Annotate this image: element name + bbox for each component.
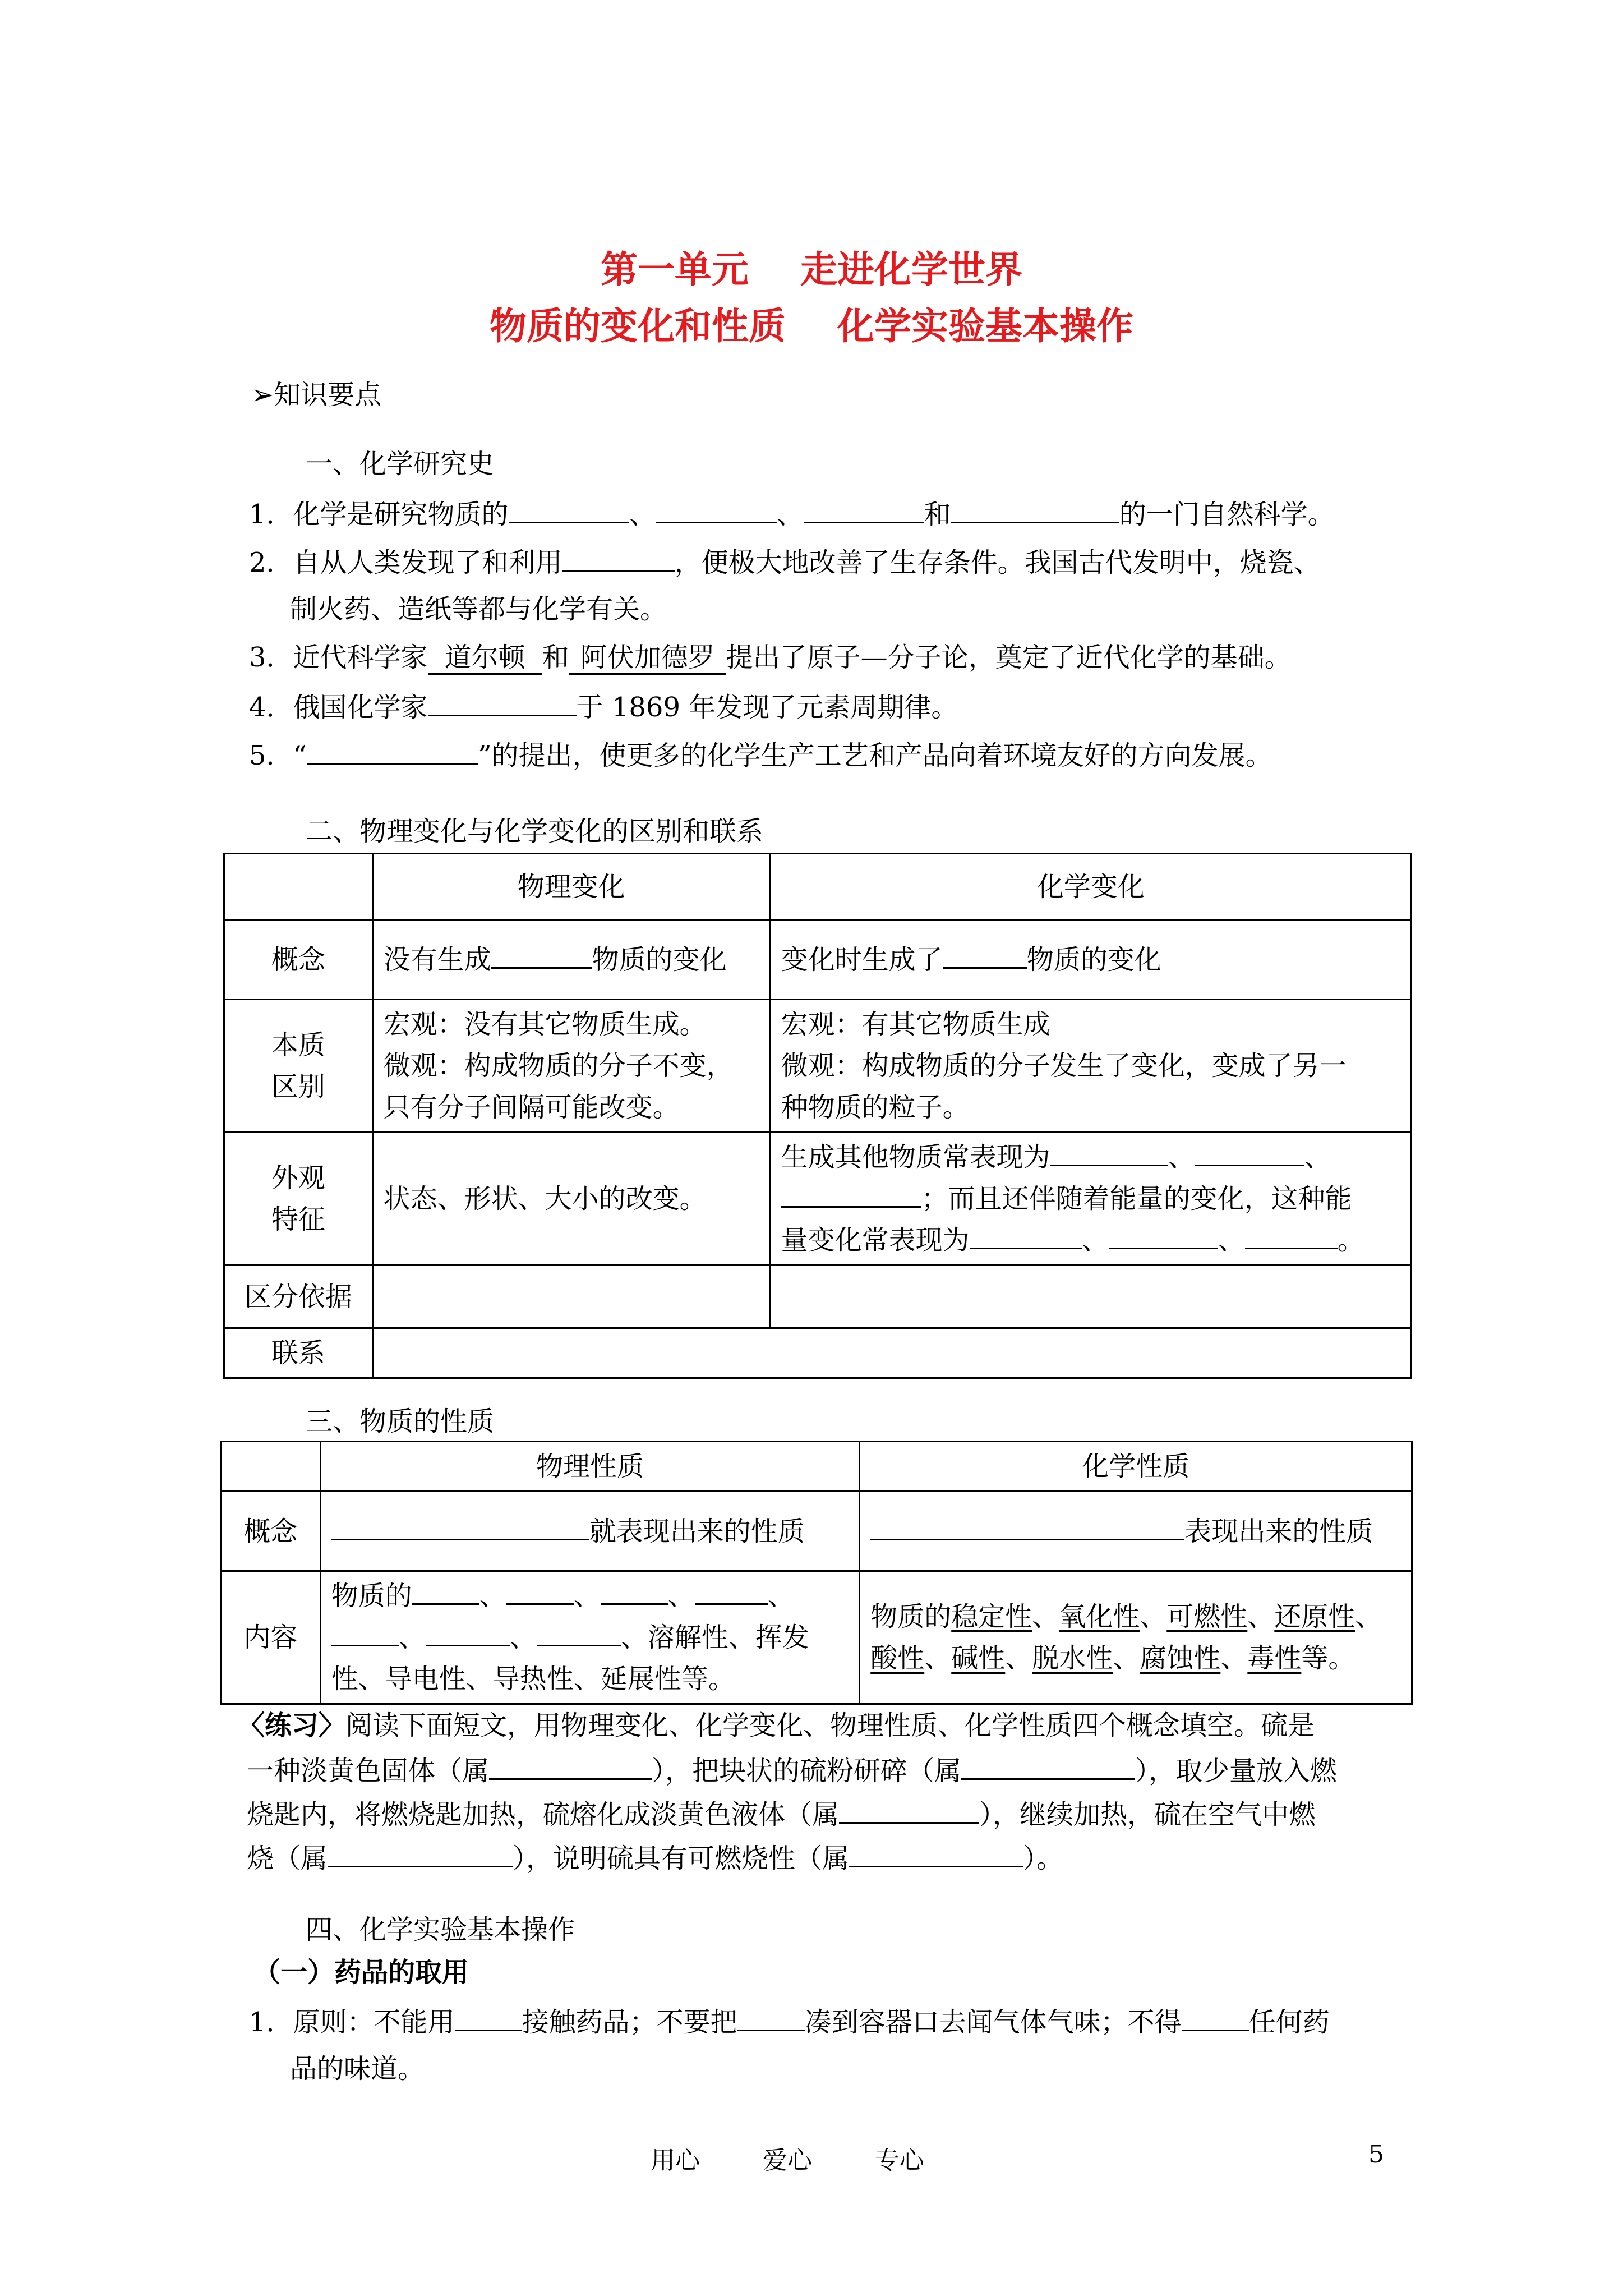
exercise-line-1: 〈练习〉阅读下面短文，用物理变化、化学变化、物理性质、化学性质四个概念填空。硫是: [238, 1710, 1315, 1741]
lesson-title: 物质的变化和性质 化学实验基本操作: [490, 304, 1133, 348]
exercise-line-4: 烧（属 ），说明硫具有可燃烧性（属 ）。: [247, 1839, 1063, 1876]
row-header-appearance: 外观 特征: [224, 1133, 373, 1266]
section-operation-heading: 四、化学实验基本操作: [306, 1914, 575, 1945]
concept-physical-cell: 没有生成 物质的变化: [372, 920, 770, 1000]
concept-chemical-cell: 变化时生成了 物质的变化: [770, 920, 1411, 1000]
history-item-4: 4．俄国化学家 于 1869 年发现了元素周期律。: [249, 688, 958, 725]
relation-cell: [372, 1328, 1411, 1378]
history-item-5: 5．“ ”的提出，使更多的化学生产工艺和产品向着环境友好的方向发展。: [249, 736, 1272, 774]
row-header-concept: 概念: [224, 920, 373, 1000]
row-header-essence: 本质 区别: [224, 1000, 373, 1133]
change-comparison-table: [223, 853, 1412, 1379]
basis-physical-cell: [372, 1266, 770, 1328]
operation-item-1-cont: 品的味道。: [290, 2053, 425, 2085]
history-item-2-cont: 制火药、造纸等都与化学有关。: [290, 593, 667, 625]
physical-property-content-cell: 物质的 、 、 、 、 、 、 、溶解性、挥发 性、导电性、导热性、延展性等。: [320, 1571, 860, 1704]
essence-chemical-cell: 宏观：有其它物质生成 微观：构成物质的分子发生了变化，变成了另一 种物质的粒子。: [770, 1000, 1411, 1133]
history-item-2: 2．自从人类发现了和利用 ，便极大地改善了生存条件。我国古代发明中，烧瓷、: [249, 543, 1321, 581]
property-corner-cell: [221, 1442, 321, 1492]
col-header-physical: 物理变化: [372, 854, 770, 920]
footer-motto: 用心 爱心 专心: [651, 2146, 924, 2175]
history-item-3: 3．近代科学家 道尔顿 和 阿伏加德罗 提出了原子—分子论，奠定了近代化学的基础。: [249, 639, 1292, 675]
appearance-chemical-cell: 生成其他物质常表现为 、 、 ；而且还伴随着能量的变化，这种能 量变化常表现为 、 、 。: [770, 1133, 1411, 1266]
property-table: [220, 1441, 1413, 1705]
subsection-medicine-heading: （一）药品的取用: [253, 1957, 469, 1988]
exercise-line-2: 一种淡黄色固体（属 ），把块状的硫粉研碎（属 ），取少量放入燃: [247, 1751, 1337, 1789]
history-item-1: 1．化学是研究物质的 、 、 和 的一门自然科学。: [249, 495, 1335, 532]
row-header-relation: 联系: [224, 1328, 373, 1378]
operation-item-1: 1．原则：不能用 接触药品；不要把 凑到容器口去闻气体气味；不得 任何药: [249, 2003, 1330, 2040]
table-corner-cell: [224, 854, 373, 920]
section-change-heading: 二、物理变化与化学变化的区别和联系: [306, 816, 764, 847]
section-property-heading: 三、物质的性质: [306, 1406, 495, 1437]
col-header-physical-property: 物理性质: [320, 1442, 860, 1492]
knowledge-points-heading: ➢知识要点: [251, 379, 382, 411]
exercise-line-3: 烧匙内，将燃烧匙加热，硫熔化成淡黄色液体（属 ），继续加热，硫在空气中燃: [247, 1795, 1316, 1833]
chemical-property-concept-cell: 表现出来的性质: [860, 1492, 1412, 1571]
property-row-content: 内容: [221, 1571, 321, 1704]
section-history-heading: 一、化学研究史: [306, 448, 495, 480]
physical-property-concept-cell: 就表现出来的性质: [320, 1492, 860, 1571]
essence-physical-cell: 宏观：没有其它物质生成。 微观：构成物质的分子不变， 只有分子间隔可能改变。: [372, 1000, 770, 1133]
appearance-physical-cell: 状态、形状、大小的改变。: [372, 1133, 770, 1266]
page-number: 5: [1368, 2140, 1384, 2169]
col-header-chemical: 化学变化: [770, 854, 1411, 920]
property-row-concept: 概念: [221, 1492, 321, 1571]
row-header-basis: 区分依据: [224, 1266, 373, 1328]
chemical-property-content-cell: 物质的稳定性、氧化性、可燃性、还原性、 酸性、碱性、脱水性、腐蚀性、毒性等。: [860, 1571, 1412, 1704]
col-header-chemical-property: 化学性质: [860, 1442, 1412, 1492]
exercise-label: 〈练习〉: [238, 1710, 346, 1741]
basis-chemical-cell: [770, 1266, 1411, 1328]
unit-title: 第一单元 走进化学世界: [601, 247, 1022, 291]
